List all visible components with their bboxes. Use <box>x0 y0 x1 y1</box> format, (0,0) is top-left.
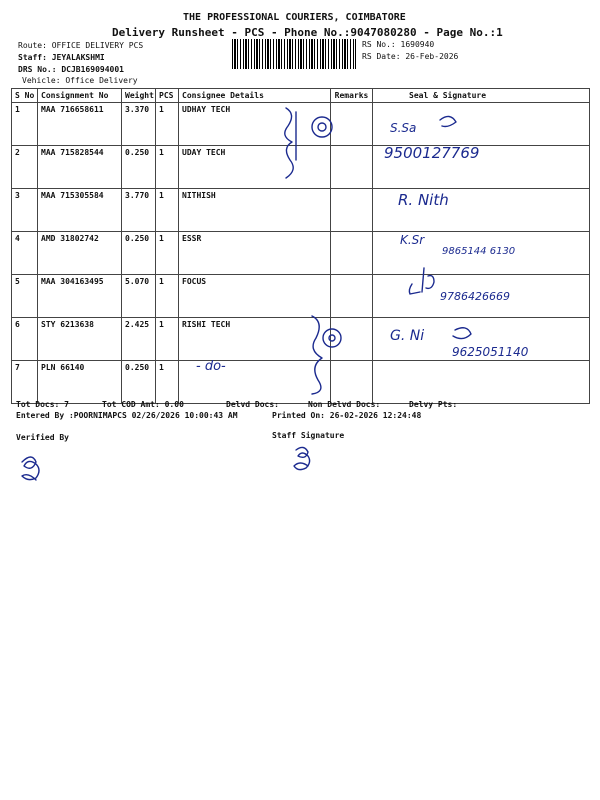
cell-signature <box>373 361 590 404</box>
phone-row5: 9786426669 <box>440 290 510 303</box>
drs-number: DRS No.: DCJB169094001 <box>18 65 124 74</box>
entered-by: Entered By :POORNIMAPCS 02/26/2026 10:00:43 AM <box>16 411 238 420</box>
cell-pcs: 1 <box>156 189 179 232</box>
staff-signature <box>294 447 310 469</box>
cell-signature <box>373 318 590 361</box>
cell-weight: 0.250 <box>122 361 156 404</box>
vehicle-label: Vehicle: Office Delivery <box>22 76 138 85</box>
cell-consignee <box>179 361 331 404</box>
cell-weight: 0.250 <box>122 146 156 189</box>
cell-consignee: FOCUS <box>179 275 331 318</box>
cell-consignment: MAA 304163495 <box>38 275 122 318</box>
table-row <box>12 275 590 318</box>
cell-weight: 5.070 <box>122 275 156 318</box>
cell-weight: 3.370 <box>122 103 156 146</box>
cell-remarks <box>331 318 373 361</box>
cell-remarks <box>331 189 373 232</box>
runsheet-table <box>11 88 590 404</box>
delivered-docs: Delvd Docs: <box>226 400 279 409</box>
staff-label: Staff: JEYALAKSHMI <box>18 53 105 62</box>
cell-sno: 7 <box>12 361 38 404</box>
cell-consignee: RISHI TECH <box>179 318 331 361</box>
delivery-points: Delvy Pts: <box>409 400 458 409</box>
cell-consignment: STY 6213638 <box>38 318 122 361</box>
cell-sno: 6 <box>12 318 38 361</box>
signature-row6: G. Ni <box>390 328 425 344</box>
verified-by-label: Verified By <box>16 433 69 442</box>
table-row <box>12 232 590 275</box>
cell-signature <box>373 146 590 189</box>
phone-row1: 9500127769 <box>384 144 480 162</box>
cell-sno: 5 <box>12 275 38 318</box>
col-header-sno: S No <box>12 89 38 103</box>
col-header-consignment: Consignment No <box>38 89 122 103</box>
cell-weight: 2.425 <box>122 318 156 361</box>
cell-sno: 2 <box>12 146 38 189</box>
cell-pcs: 1 <box>156 275 179 318</box>
total-cod-amount: Tot COD Amt: 0.00 <box>102 400 184 409</box>
phone-row6: 9625051140 <box>452 345 529 359</box>
cell-remarks <box>331 232 373 275</box>
route-label: Route: OFFICE DELIVERY PCS <box>18 41 144 50</box>
cell-remarks <box>331 275 373 318</box>
cell-signature <box>373 189 590 232</box>
col-header-weight: Weight <box>122 89 156 103</box>
rs-date: RS Date: 26-Feb-2026 <box>362 52 459 61</box>
table-row <box>12 318 590 361</box>
company-title: THE PROFESSIONAL COURIERS, COIMBATORE <box>183 12 406 23</box>
cell-remarks <box>331 361 373 404</box>
cell-sno: 4 <box>12 232 38 275</box>
cell-consignment: PLN 66140 <box>38 361 122 404</box>
ditto-mark-row7: - do- <box>196 359 226 374</box>
cell-signature <box>373 275 590 318</box>
non-delivered-docs: Non Delvd Docs: <box>308 400 381 409</box>
cell-consignee: UDHAY TECH <box>179 103 331 146</box>
cell-pcs: 1 <box>156 318 179 361</box>
cell-sno: 3 <box>12 189 38 232</box>
cell-remarks <box>331 146 373 189</box>
signature-row4: K.Sr <box>400 233 425 247</box>
cell-pcs: 1 <box>156 232 179 275</box>
table-header-row <box>12 89 590 103</box>
cell-pcs: 1 <box>156 146 179 189</box>
cell-remarks <box>331 103 373 146</box>
col-header-pcs: PCS <box>156 89 179 103</box>
cell-weight: 0.250 <box>122 232 156 275</box>
runsheet-subtitle: Delivery Runsheet - PCS - Phone No.:9047080280 - Page No.:1 <box>112 26 503 39</box>
table-row <box>12 189 590 232</box>
cell-consignment: MAA 715828544 <box>38 146 122 189</box>
table-row <box>12 103 590 146</box>
cell-pcs: 1 <box>156 361 179 404</box>
cell-consignee: UDAY TECH <box>179 146 331 189</box>
cell-weight: 3.770 <box>122 189 156 232</box>
cell-consignment: MAA 715305584 <box>38 189 122 232</box>
cell-signature <box>373 103 590 146</box>
verified-by-signature <box>22 457 39 480</box>
col-header-signature: Seal & Signature <box>373 89 590 103</box>
cell-pcs: 1 <box>156 103 179 146</box>
cell-consignee: ESSR <box>179 232 331 275</box>
cell-consignment: AMD 31802742 <box>38 232 122 275</box>
cell-consignee: NITHISH <box>179 189 331 232</box>
col-header-remarks: Remarks <box>331 89 373 103</box>
signature-row1: S.Sa <box>390 121 417 135</box>
table-row <box>12 361 590 404</box>
total-docs: Tot Docs: 7 <box>16 400 69 409</box>
barcode-image <box>232 39 356 69</box>
table-row <box>12 146 590 189</box>
rs-number: RS No.: 1690940 <box>362 40 435 49</box>
cell-consignment: MAA 716658611 <box>38 103 122 146</box>
cell-signature <box>373 232 590 275</box>
signature-row3: R. Nith <box>398 191 449 209</box>
cell-sno: 1 <box>12 103 38 146</box>
printed-on: Printed On: 26-02-2026 12:24:48 <box>272 411 422 420</box>
staff-signature-label: Staff Signature <box>272 431 345 440</box>
phone-row4: 9865144 6130 <box>442 246 516 257</box>
col-header-consignee: Consignee Details <box>179 89 331 103</box>
